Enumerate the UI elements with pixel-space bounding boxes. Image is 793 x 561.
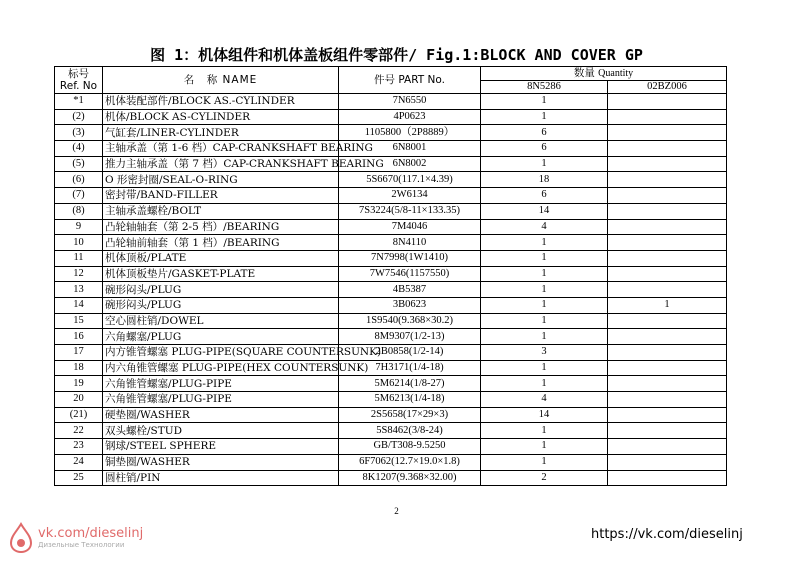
watermark-text (38, 527, 143, 549)
table-row (55, 439, 727, 455)
row-part: 7N6550 (339, 94, 481, 110)
row-ref: 9 (55, 219, 103, 235)
row-qty-02bz006 (608, 439, 727, 455)
row-name: 机体顶板垫片/GASKET-PLATE (103, 266, 339, 282)
row-name: 内六角锥管螺塞 PLUG-PIPE(HEX COUNTERSUNK) (103, 360, 339, 376)
table-row (55, 376, 727, 392)
table-row (55, 235, 727, 251)
row-ref: 12 (55, 266, 103, 282)
table-row (55, 282, 727, 298)
row-ref: 13 (55, 282, 103, 298)
row-qty-8n5286: 4 (481, 219, 608, 235)
droplet-logo-icon (8, 523, 34, 553)
row-qty-8n5286: 1 (481, 250, 608, 266)
table-row (55, 470, 727, 486)
row-ref: 25 (55, 470, 103, 486)
row-part: 5S6670(117.1×4.39) (339, 172, 481, 188)
table-row (55, 203, 727, 219)
row-qty-02bz006 (608, 392, 727, 408)
header-qty-en: Quantity (598, 68, 634, 79)
row-qty-8n5286: 4 (481, 392, 608, 408)
row-part: 7M4046 (339, 219, 481, 235)
row-part: 2B0858(1/2-14) (339, 345, 481, 361)
table-row (55, 188, 727, 204)
row-qty-02bz006 (608, 156, 727, 172)
watermark-main: vk.com/dieselinj (38, 526, 144, 541)
header-qty-col1: 8N5286 (481, 81, 608, 94)
row-qty-02bz006 (608, 282, 727, 298)
row-part: 4P0623 (339, 109, 481, 125)
row-part: 6F7062(12.7×19.0×1.8) (339, 454, 481, 470)
row-part: 7W7546(1157550) (339, 266, 481, 282)
row-qty-02bz006: 1 (608, 297, 727, 313)
row-ref: 15 (55, 313, 103, 329)
row-part: 6N8002 (339, 156, 481, 172)
row-qty-8n5286: 1 (481, 423, 608, 439)
row-ref: 16 (55, 329, 103, 345)
row-ref: (5) (55, 156, 103, 172)
row-name: 主轴承盖螺栓/BOLT (103, 203, 339, 219)
row-qty-02bz006 (608, 203, 727, 219)
row-part: 3B0623 (339, 297, 481, 313)
row-name: 机体/BLOCK AS-CYLINDER (103, 109, 339, 125)
row-name: 双头螺栓/STUD (103, 423, 339, 439)
table-row (55, 345, 727, 361)
row-qty-02bz006 (608, 219, 727, 235)
watermark-sub: Дизельные Технологии (38, 541, 125, 549)
row-name: 六角锥管螺塞/PLUG-PIPE (103, 392, 339, 408)
row-qty-02bz006 (608, 250, 727, 266)
row-qty-8n5286: 6 (481, 125, 608, 141)
row-name: 空心圆柱销/DOWEL (103, 313, 339, 329)
row-qty-02bz006 (608, 470, 727, 486)
row-name: 铜垫圈/WASHER (103, 454, 339, 470)
row-name: 主轴承盖（第 1-6 档）CAP-CRANKSHAFT BEARING (103, 141, 339, 157)
row-name: 凸轮轴前轴套（第 1 档）/BEARING (103, 235, 339, 251)
row-part: 4B5387 (339, 282, 481, 298)
row-qty-02bz006 (608, 360, 727, 376)
row-qty-02bz006 (608, 172, 727, 188)
row-name: 圆柱销/PIN (103, 470, 339, 486)
row-part: 5M6213(1/4-18) (339, 392, 481, 408)
row-ref: 14 (55, 297, 103, 313)
table-row (55, 297, 727, 313)
row-qty-8n5286: 1 (481, 156, 608, 172)
row-ref: 20 (55, 392, 103, 408)
row-qty-8n5286: 1 (481, 360, 608, 376)
row-name: 六角螺塞/PLUG (103, 329, 339, 345)
row-qty-02bz006 (608, 407, 727, 423)
row-qty-8n5286: 1 (481, 266, 608, 282)
row-qty-8n5286: 14 (481, 407, 608, 423)
row-name: 钢球/STEEL SPHERE (103, 439, 339, 455)
row-qty-8n5286: 1 (481, 282, 608, 298)
row-ref: 22 (55, 423, 103, 439)
row-qty-8n5286: 18 (481, 172, 608, 188)
row-ref: (4) (55, 141, 103, 157)
header-quantity (481, 67, 727, 81)
row-name: 内方锥管螺塞 PLUG-PIPE(SQUARE COUNTERSUNK) (103, 345, 339, 361)
footer-url[interactable]: https://vk.com/dieselinj (591, 527, 743, 542)
row-qty-8n5286: 6 (481, 141, 608, 157)
row-part: 8M9307(1/2-13) (339, 329, 481, 345)
header-name: 名 称 NAME (103, 67, 339, 94)
row-part: 2S5658(17×29×3) (339, 407, 481, 423)
row-qty-8n5286: 1 (481, 235, 608, 251)
row-part: 7S3224(5/8-11×133.35) (339, 203, 481, 219)
row-qty-02bz006 (608, 313, 727, 329)
row-ref: (3) (55, 125, 103, 141)
row-part: 2W6134 (339, 188, 481, 204)
row-qty-02bz006 (608, 235, 727, 251)
table-header-row (55, 67, 727, 81)
table-row (55, 125, 727, 141)
row-part: 6N8001 (339, 141, 481, 157)
row-qty-02bz006 (608, 109, 727, 125)
table-row (55, 250, 727, 266)
row-qty-8n5286: 1 (481, 454, 608, 470)
row-name: 硬垫圈/WASHER (103, 407, 339, 423)
row-ref: (2) (55, 109, 103, 125)
row-qty-02bz006 (608, 266, 727, 282)
row-name: 六角锥管螺塞/PLUG-PIPE (103, 376, 339, 392)
header-qty-col2: 02BZ006 (608, 81, 727, 94)
row-part: 8K1207(9.368×32.00) (339, 470, 481, 486)
row-ref: 18 (55, 360, 103, 376)
row-qty-8n5286: 2 (481, 470, 608, 486)
row-qty-02bz006 (608, 376, 727, 392)
row-ref: *1 (55, 94, 103, 110)
row-name: 密封带/BAND-FILLER (103, 188, 339, 204)
table-row (55, 141, 727, 157)
row-part: 1S9540(9.368×30.2) (339, 313, 481, 329)
row-ref: (21) (55, 407, 103, 423)
row-ref: 17 (55, 345, 103, 361)
row-qty-8n5286: 1 (481, 329, 608, 345)
header-part-no: 件号 PART No. (339, 67, 481, 94)
table-row (55, 360, 727, 376)
row-name: 推力主轴承盖（第 7 档）CAP-CRANKSHAFT BEARING (103, 156, 339, 172)
row-part: 1105800（2P8889） (339, 125, 481, 141)
header-ref-cn: 标号 (68, 68, 89, 80)
row-qty-8n5286: 1 (481, 297, 608, 313)
row-ref: 24 (55, 454, 103, 470)
row-qty-02bz006 (608, 125, 727, 141)
table-row (55, 109, 727, 125)
header-ref-no (55, 67, 103, 94)
row-part: 7N7998(1W1410) (339, 250, 481, 266)
row-name: O 形密封圈/SEAL-O-RING (103, 172, 339, 188)
row-ref: (7) (55, 188, 103, 204)
header-qty-cn: 数量 (573, 67, 595, 79)
row-qty-8n5286: 6 (481, 188, 608, 204)
row-ref: 11 (55, 250, 103, 266)
row-name: 气缸套/LINER-CYLINDER (103, 125, 339, 141)
table-row (55, 313, 727, 329)
table-row (55, 172, 727, 188)
table-row (55, 423, 727, 439)
table-row (55, 94, 727, 110)
row-name: 机体装配部件/BLOCK AS.-CYLINDER (103, 94, 339, 110)
row-ref: (8) (55, 203, 103, 219)
row-qty-8n5286: 1 (481, 109, 608, 125)
figure-title: 图 1：机体组件和机体盖板组件零部件/ Fig.1:BLOCK AND COVER GP (150, 46, 643, 64)
row-name: 碗形闷头/PLUG (103, 297, 339, 313)
row-qty-8n5286: 1 (481, 313, 608, 329)
row-qty-8n5286: 14 (481, 203, 608, 219)
row-name: 碗形闷头/PLUG (103, 282, 339, 298)
row-ref: 23 (55, 439, 103, 455)
row-qty-02bz006 (608, 454, 727, 470)
row-ref: (6) (55, 172, 103, 188)
row-part: GB/T308-9.5250 (339, 439, 481, 455)
row-qty-02bz006 (608, 423, 727, 439)
row-qty-02bz006 (608, 141, 727, 157)
page-number: 2 (394, 506, 399, 516)
row-qty-02bz006 (608, 345, 727, 361)
row-ref: 19 (55, 376, 103, 392)
header-ref-en: Ref. No (59, 80, 98, 92)
row-part: 5S8462(3/8-24) (339, 423, 481, 439)
row-part: 5M6214(1/8-27) (339, 376, 481, 392)
watermark (8, 523, 143, 553)
table-row (55, 266, 727, 282)
row-qty-02bz006 (608, 94, 727, 110)
row-qty-8n5286: 1 (481, 94, 608, 110)
row-qty-02bz006 (608, 329, 727, 345)
row-part: 8N4110 (339, 235, 481, 251)
row-qty-8n5286: 1 (481, 376, 608, 392)
row-qty-02bz006 (608, 188, 727, 204)
parts-table (54, 66, 727, 486)
row-qty-8n5286: 1 (481, 439, 608, 455)
table-row (55, 156, 727, 172)
row-part: 7H3171(1/4-18) (339, 360, 481, 376)
table-row (55, 407, 727, 423)
table-row (55, 219, 727, 235)
table-row (55, 329, 727, 345)
row-qty-8n5286: 3 (481, 345, 608, 361)
table-row (55, 454, 727, 470)
row-name: 凸轮轴轴套（第 2-5 档）/BEARING (103, 219, 339, 235)
row-ref: 10 (55, 235, 103, 251)
table-row (55, 392, 727, 408)
row-name: 机体顶板/PLATE (103, 250, 339, 266)
